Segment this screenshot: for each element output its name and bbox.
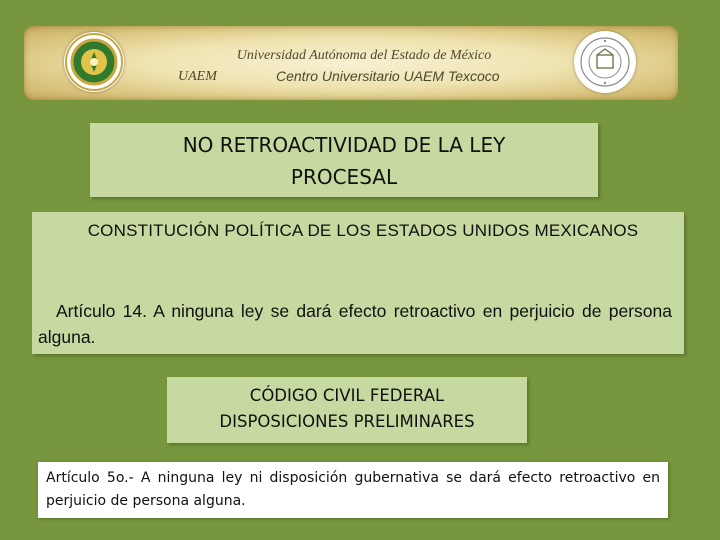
texcoco-seal-icon [574,31,636,93]
university-acronym: UAEM [178,69,217,84]
articulo-5-box [38,462,668,518]
articulo-5-text: Artículo 5o.- A ninguna ley ni disposición gubernativa se dará efecto retroactivo en perjuicio de persona alguna. [46,470,660,509]
slide-title-line2: PROCESAL [290,165,398,189]
slide-title-box [90,123,598,197]
header-banner [24,26,678,100]
slide-title-line1: NO RETROACTIVIDAD DE LA LEY [182,133,506,157]
constitucion-box [32,212,684,354]
campus-name: Centro Universitario UAEM Texcoco [276,68,500,84]
university-name: Universidad Autónoma del Estado de México [236,48,492,63]
codigo-civil-line2: DISPOSICIONES PRELIMINARES [219,412,475,431]
uaem-seal-icon [64,32,124,92]
codigo-civil-box [167,377,527,443]
constitucion-article-14: Artículo 14. A ninguna ley se dará efecto retroactivo en perjuicio de persona alguna. [38,301,672,347]
codigo-civil-heading [167,383,527,435]
slide-title [90,129,598,193]
codigo-civil-line1: CÓDIGO CIVIL FEDERAL [249,386,445,405]
constitucion-title: CONSTITUCIÓN POLÍTICA DE LOS ESTADOS UNIDOS MEXICANOS [87,221,639,240]
